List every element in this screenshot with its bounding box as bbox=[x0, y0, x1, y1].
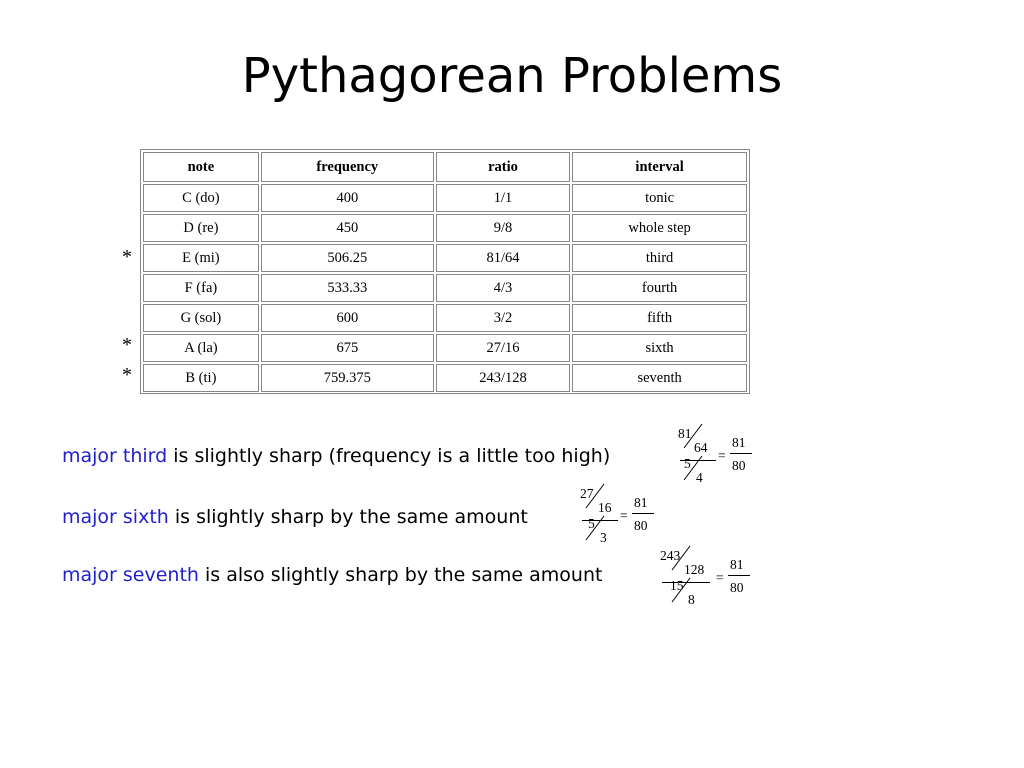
cell-ratio: 81/64 bbox=[436, 244, 570, 272]
cell-frequency: 759.375 bbox=[261, 364, 434, 392]
cell-ratio: 9/8 bbox=[436, 214, 570, 242]
highlight-term: major third bbox=[62, 445, 168, 467]
fraction-third bbox=[676, 424, 766, 488]
notes-table bbox=[141, 150, 749, 394]
notes-table-frame bbox=[140, 149, 750, 394]
cell-interval: whole step bbox=[572, 214, 747, 242]
cell-note: D (re) bbox=[143, 214, 259, 242]
frac-num-top: 81 bbox=[678, 426, 692, 441]
frac-result-num: 81 bbox=[732, 435, 746, 450]
statement-text: is slightly sharp by the same amount bbox=[168, 506, 528, 528]
table-row bbox=[143, 274, 747, 302]
cell-interval: sixth bbox=[572, 334, 747, 362]
star-mark-sixth: * bbox=[122, 334, 132, 356]
cell-interval: seventh bbox=[572, 364, 747, 392]
frac-den-bottom: 4 bbox=[696, 470, 703, 485]
cell-note: B (ti) bbox=[143, 364, 259, 392]
frac-result-bar bbox=[730, 453, 752, 454]
cell-interval: third bbox=[572, 244, 747, 272]
frac-num-bottom: 128 bbox=[684, 562, 705, 577]
cell-interval: fourth bbox=[572, 274, 747, 302]
frac-den-bottom: 3 bbox=[600, 530, 607, 545]
statement-text: is slightly sharp (frequency is a little too high) bbox=[167, 445, 611, 467]
cell-ratio: 3/2 bbox=[436, 304, 570, 332]
slide-title: Pythagorean Problems bbox=[241, 48, 783, 104]
frac-result-bar bbox=[728, 575, 750, 576]
fraction-seventh bbox=[658, 546, 752, 610]
cell-frequency: 450 bbox=[261, 214, 434, 242]
table-header-row bbox=[143, 152, 747, 182]
cell-note: G (sol) bbox=[143, 304, 259, 332]
cell-note: F (fa) bbox=[143, 274, 259, 302]
header-interval: interval bbox=[572, 152, 747, 182]
cell-ratio: 4/3 bbox=[436, 274, 570, 302]
cell-ratio: 243/128 bbox=[436, 364, 570, 392]
cell-frequency: 533.33 bbox=[261, 274, 434, 302]
statement-text: is also slightly sharp by the same amount bbox=[198, 564, 603, 586]
cell-frequency: 600 bbox=[261, 304, 434, 332]
frac-den-top: 5 bbox=[684, 456, 691, 471]
cell-frequency: 400 bbox=[261, 184, 434, 212]
cell-frequency: 675 bbox=[261, 334, 434, 362]
frac-result-den: 80 bbox=[730, 580, 744, 595]
frac-num-top: 27 bbox=[580, 486, 594, 501]
frac-num-bottom: 16 bbox=[598, 500, 612, 515]
table-row bbox=[143, 214, 747, 242]
frac-result-num: 81 bbox=[634, 495, 648, 510]
highlight-term: major seventh bbox=[62, 564, 199, 586]
header-note: note bbox=[143, 152, 259, 182]
cell-interval: tonic bbox=[572, 184, 747, 212]
frac-result-den: 80 bbox=[634, 518, 648, 533]
fraction-sixth bbox=[578, 484, 668, 548]
frac-den-bottom: 8 bbox=[688, 592, 695, 607]
star-mark-third: * bbox=[122, 246, 132, 268]
cell-frequency: 506.25 bbox=[261, 244, 434, 272]
statement-major-seventh bbox=[62, 564, 602, 586]
frac-equals: = bbox=[716, 570, 724, 585]
highlight-term: major sixth bbox=[62, 506, 169, 528]
cell-interval: fifth bbox=[572, 304, 747, 332]
frac-num-bottom: 64 bbox=[694, 440, 708, 455]
frac-result-bar bbox=[632, 513, 654, 514]
cell-note: A (la) bbox=[143, 334, 259, 362]
frac-den-top: 15 bbox=[670, 578, 684, 593]
frac-result-den: 80 bbox=[732, 458, 746, 473]
header-frequency: frequency bbox=[261, 152, 434, 182]
frac-result-num: 81 bbox=[730, 557, 744, 572]
frac-num-top: 243 bbox=[660, 548, 681, 563]
cell-note: C (do) bbox=[143, 184, 259, 212]
frac-equals: = bbox=[718, 448, 726, 463]
star-mark-seventh: * bbox=[122, 364, 132, 386]
cell-ratio: 1/1 bbox=[436, 184, 570, 212]
table-row bbox=[143, 364, 747, 392]
statement-major-third bbox=[62, 445, 610, 467]
frac-den-top: 5 bbox=[588, 516, 595, 531]
cell-note: E (mi) bbox=[143, 244, 259, 272]
table-row bbox=[143, 304, 747, 332]
header-ratio: ratio bbox=[436, 152, 570, 182]
statement-major-sixth bbox=[62, 506, 528, 528]
table-row bbox=[143, 244, 747, 272]
cell-ratio: 27/16 bbox=[436, 334, 570, 362]
table-row bbox=[143, 184, 747, 212]
frac-equals: = bbox=[620, 508, 628, 523]
table-row bbox=[143, 334, 747, 362]
